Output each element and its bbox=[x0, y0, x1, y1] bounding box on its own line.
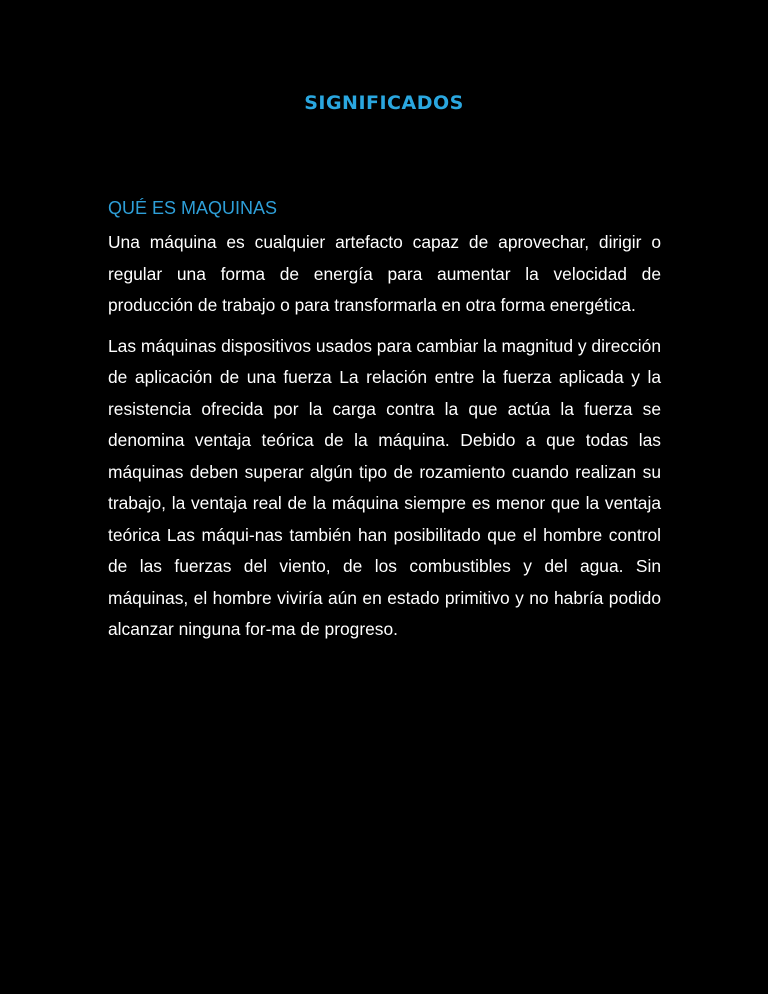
section-heading: QUÉ ES MAQUINAS bbox=[108, 198, 278, 218]
paragraph-explanation: Las máquinas dispositivos usados para cambiar la magnitud y dirección de aplicación de una fuerza La relación entre la fuerza aplicada y la resistencia ofrecida por la carga contra la que actúa la fuerza se denomina ventaja teórica de la máquina. Debido a que todas las máquinas deben superar algún tipo de rozamiento cuando realizan su trabajo, la ventaja real de la máquina siempre es menor que la ventaja teórica Las máqui-nas también han posibilitado que el hombre control de las fuerzas del viento, de los combustibles y del agua. Sin máquinas, el hombre viviría aún en estado primitivo y no habría podido alcanzar ninguna for-ma de progreso. bbox=[108, 335, 661, 639]
page-title: SIGNIFICADOS bbox=[304, 92, 464, 114]
document-content bbox=[108, 195, 661, 655]
paragraph-definition: Una máquina es cualquier artefacto capaz de aprovechar, dirigir o regular una forma de energía para aumentar la velocidad de producción de trabajo o para transformarla en otra forma energética. bbox=[108, 232, 661, 315]
